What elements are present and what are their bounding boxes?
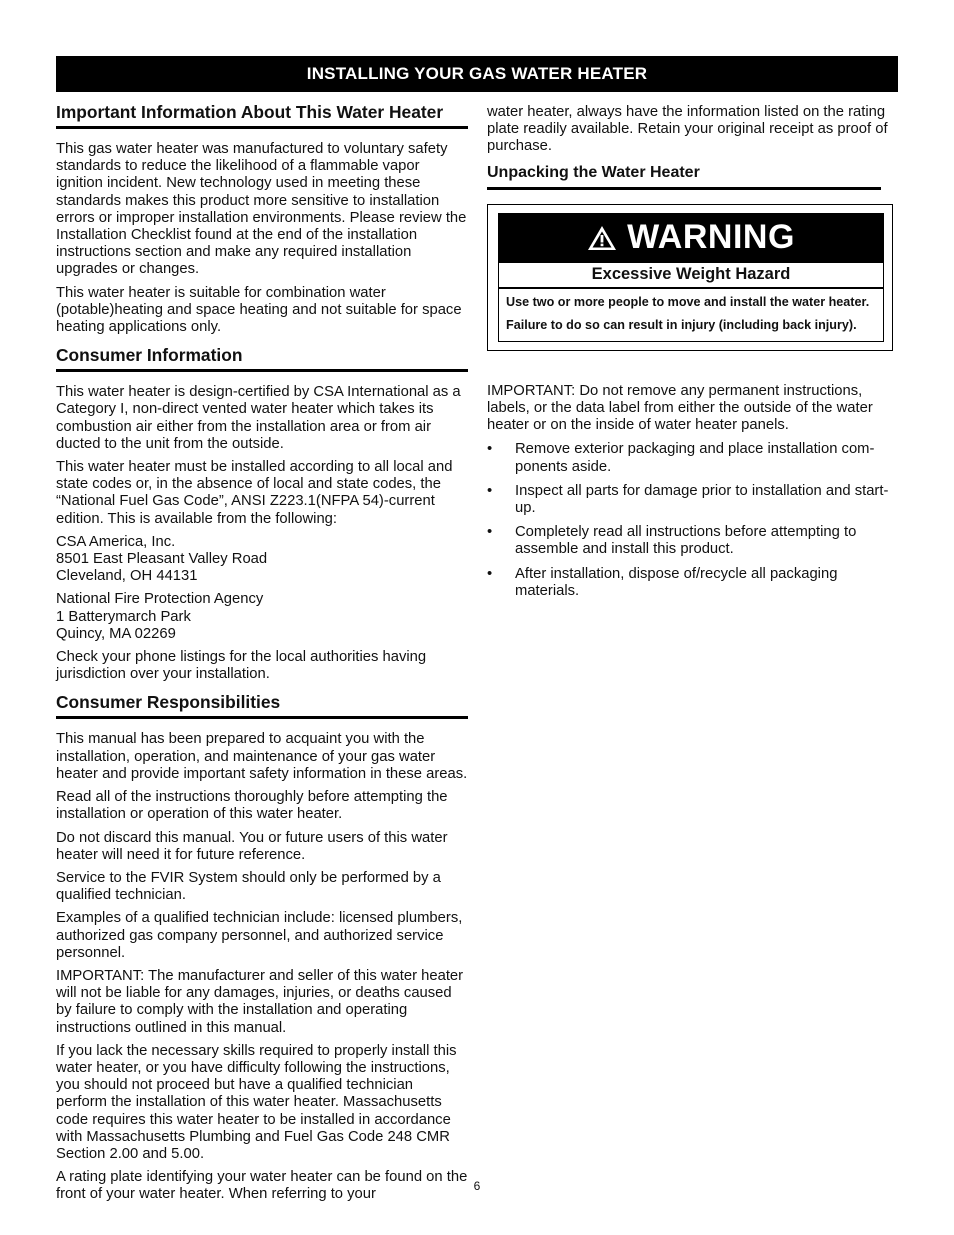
address-line: CSA America, Inc.: [56, 533, 176, 550]
paragraph: This water heater must be installed according to all local and state codes or, in the absence of local and state codes, the “National Fuel Gas Code”, ANSI Z223.1(NFPA 54)-current edition. This is available from the following:: [56, 459, 453, 527]
paragraph: Check your phone listings for the local authorities having jurisdiction over your installation.: [56, 649, 427, 683]
unpacking-steps: [487, 441, 899, 600]
list-item: • Remove exterior packaging and place installation com-ponents aside.: [487, 441, 899, 475]
heading-important-info: Important Information About This Water Heater: [56, 101, 468, 129]
paragraph: This manual has been prepared to acquaint you with the installation, operation, and maintenance of your gas water heater and provide important safety information in these areas.: [56, 731, 468, 782]
paragraph: Do not discard this manual. You or future users of this water heater will need it for future reference.: [56, 829, 448, 863]
paragraph: This water heater is design-certified by CSA International as a Category I, non-direct vented water heater which takes its combustion air either from the installation area or from air ducted to the unit from the outside.: [56, 384, 461, 452]
warning-header: [498, 213, 884, 263]
warning-body: [498, 288, 884, 342]
right-column: [487, 104, 899, 607]
address-nfpa: [56, 591, 468, 643]
heading-unpacking: Unpacking the Water Heater: [487, 162, 881, 190]
warning-subtitle: Excessive Weight Hazard: [498, 263, 884, 288]
warning-box: [487, 204, 893, 351]
list-item: • After installation, dispose of/recycle all packaging materials.: [487, 566, 899, 600]
left-column: [56, 101, 468, 1210]
paragraph: If you lack the necessary skills required to properly install this water heater, or you have difficulty following the instructions, you should not proceed but have a qualified technician perform the installation of this water heater. Massachusetts code requires this water heater to be installed in accordance with Massachusetts Plumbing and Fuel Gas Code 248 CMR Section 2.00 and 5.00.: [56, 1042, 457, 1162]
important-note: IMPORTANT: Do not remove any permanent instructions, labels, or the data label from either the outside of the water heater or on the inside of water heater panels.: [487, 382, 873, 434]
address-line: Quincy, MA 02269: [56, 625, 176, 642]
list-item: • Completely read all instructions before attempting to assemble and install this product.: [487, 524, 899, 558]
page-number: 6: [473, 1179, 481, 1193]
address-line: Cleveland, OH 44131: [56, 568, 198, 585]
section-banner: INSTALLING YOUR GAS WATER HEATER: [56, 56, 898, 92]
paragraph: A rating plate identifying your water heater can be found on the front of your water heater. When referring to your: [56, 1169, 468, 1203]
paragraph: This water heater is suitable for combination water (potable)heating and space heating and not suitable for space heating applications only.: [56, 284, 462, 336]
address-csa: [56, 534, 468, 586]
paragraph: This gas water heater was manufactured to voluntary safety standards to reduce the likelihood of a flammable vapor ignition incident. New technology used in meeting these standards makes this product more sensitive to installation errors or improper installation environments. Please review the Installation Checklist found at the end of the installation instructions section and make any required installation upgrades or changes.: [56, 141, 467, 278]
paragraph: IMPORTANT: The manufacturer and seller of this water heater will not be liable for any damages, injuries, or deaths caused by failure to comply with the installation and operating instructions outlined in this manual.: [56, 967, 464, 1036]
heading-consumer-responsibilities: Consumer Responsibilities: [56, 691, 468, 719]
address-line: 8501 East Pleasant Valley Road: [56, 551, 268, 568]
paragraph-continued: water heater, always have the information listed on the rating plate readily available. Retain your original receipt as proof of purchase.: [487, 104, 888, 155]
paragraph: Examples of a qualified technician include: licensed plumbers, authorized gas company personnel, and authorized service personnel.: [56, 910, 463, 961]
paragraph: Service to the FVIR System should only be performed by a qualified technician.: [56, 869, 441, 904]
warning-line: Failure to do so can result in injury (including back injury).: [506, 317, 857, 332]
warning-triangle-icon: [587, 225, 617, 251]
heading-consumer-information: Consumer Information: [56, 344, 468, 372]
address-line: National Fire Protection Agency: [56, 591, 264, 608]
address-line: 1 Batterymarch Park: [56, 608, 191, 625]
list-item: • Inspect all parts for damage prior to installation and start-up.: [487, 483, 899, 517]
warning-title: WARNING: [627, 218, 795, 256]
paragraph: Read all of the instructions thoroughly before attempting the installation or operation of this water heater.: [56, 789, 448, 823]
warning-line: Use two or more people to move and install the water heater.: [506, 294, 870, 309]
